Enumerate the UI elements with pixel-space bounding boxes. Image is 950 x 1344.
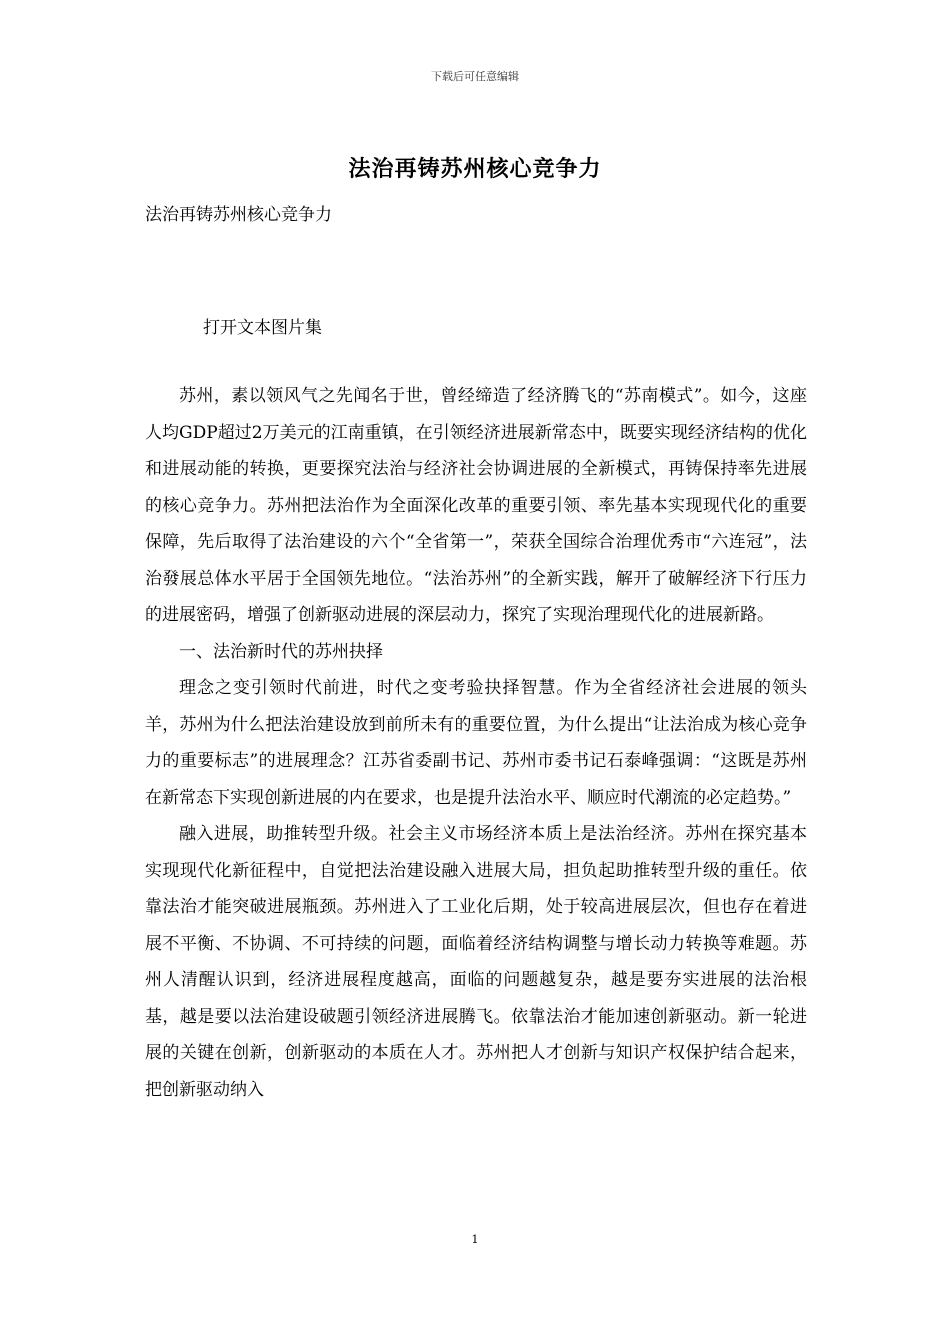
paragraph: 融入进展，助推转型升级。社会主义市场经济本质上是法治经济。苏州在探究基本实现现代化新征程中，自觉把法治建设融入进展大局，担负起助推转型升级的重任。依靠法治才能突破进展瓶颈。苏州进入了工业化后期，处于较高进展层次，但也存在着进展不平衡、不协调、不可持续的问题，面临着经济结构调整与增长动力转换等难题。苏州人清醒认识到，经济进展程度越高，面临的问题越复杂，越是要夯实进展的法治根基，越是要以法治建设破题引领经济进展腾飞。依靠法治才能加速创新驱动。新一轮进展的关键在创新，创新驱动的本质在人才。苏州把人才创新与知识产权保护结合起来，把创新驱动纳入: [145, 824, 807, 1100]
section-heading: 一、法治新时代的苏州抉择: [179, 641, 383, 662]
document-body: [145, 378, 807, 1108]
image-set-link[interactable]: 打开文本图片集: [203, 318, 322, 338]
document-subtitle: 法治再铸苏州核心竞争力: [145, 205, 332, 225]
page-number: 1: [471, 1233, 479, 1246]
paragraph: 苏州，素以领风气之先闻名于世，曾经缔造了经济腾飞的“苏南模式”。如今，这座人均GDP超过2万美元的江南重镇，在引领经济进展新常态中，既要实现经济结构的优化和进展动能的转换，更要探究法治与经济社会协调进展的全新模式，再铸保持率先进展的核心竞争力。苏州把法治作为全面深化改革的重要引领、率先基本实现现代化的重要保障，先后取得了法治建设的六个“全省第一”，荣获全国综合治理优秀市“六连冠”，法治發展总体水平居于全国领先地位。“法治苏州”的全新实践，解开了破解经济下行压力的进展密码，增强了创新驱动进展的深层动力，探究了实现治理现代化的进展新路。: [145, 386, 807, 625]
header-note: 下载后可任意编辑: [431, 70, 519, 83]
paragraph: 理念之变引领时代前进，时代之变考验抉择智慧。作为全省经济社会进展的领头羊，苏州为什么把法治建设放到前所未有的重要位置，为什么提出“让法治成为核心竞争力的重要标志”的进展理念？江苏省委副书记、苏州市委书记石泰峰强调：“这既是苏州在新常态下实现创新进展的内在要求，也是提升法治水平、顺应时代潮流的必定趋势。”: [145, 678, 807, 808]
document-title: 法治再铸苏州核心竞争力: [348, 157, 602, 182]
